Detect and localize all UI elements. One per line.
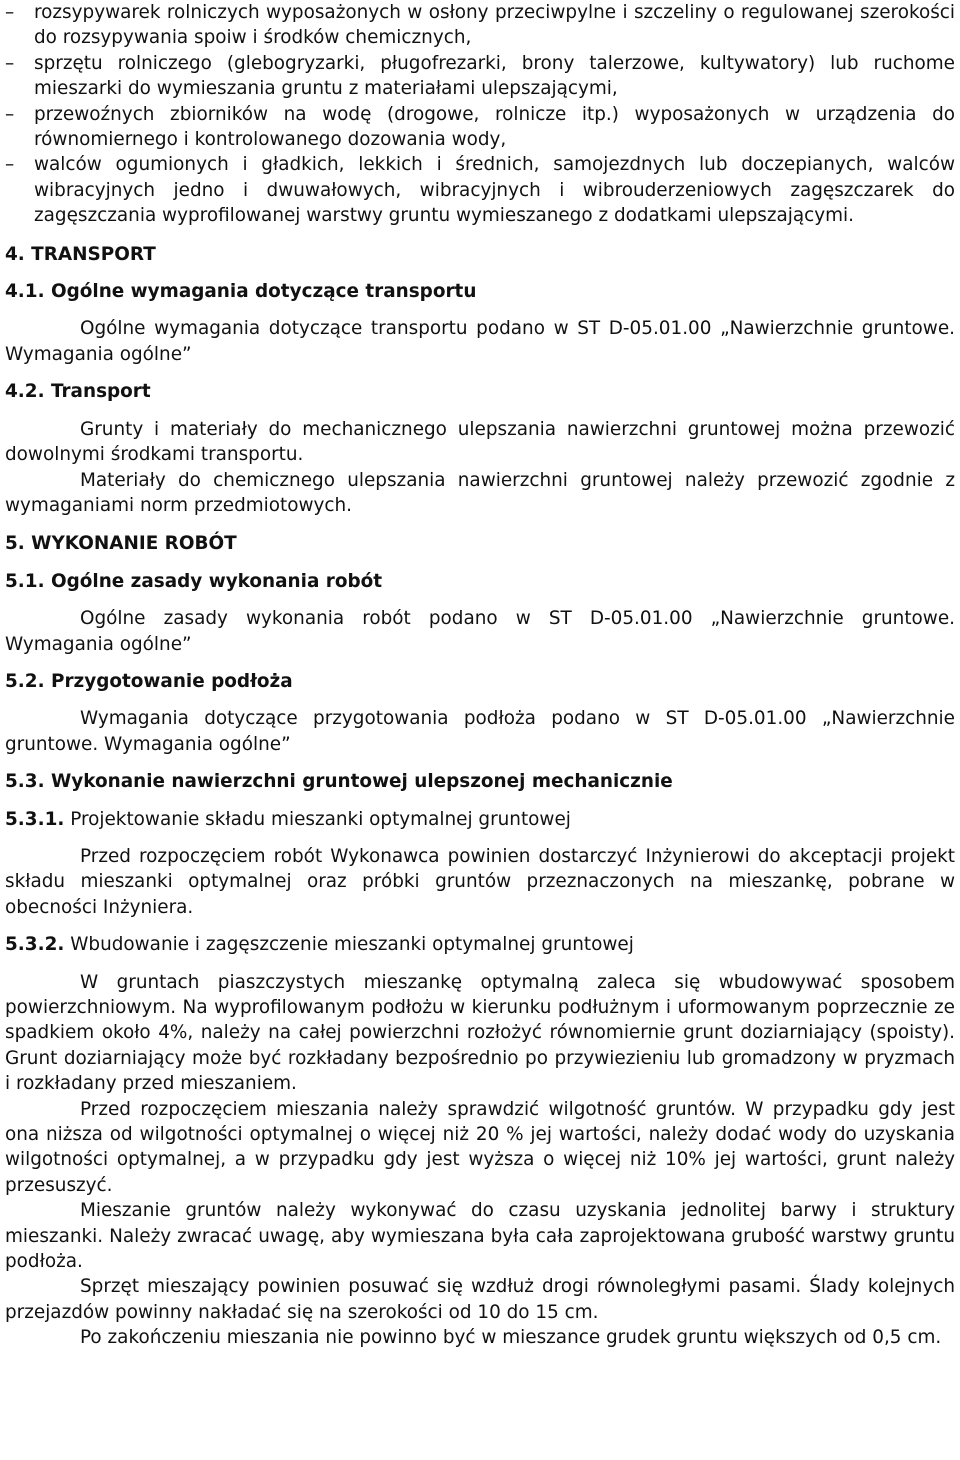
section-4-2-paragraph: Materiały do chemicznego ulepszania nawierzchni gruntowej należy przewozić zgodnie z wymaganiami norm przedmiotowych. xyxy=(5,469,955,516)
section-4-2-heading: 4.2. Transport xyxy=(5,381,151,403)
section-5-3-2-paragraph: Przed rozpoczęciem mieszania należy sprawdzić wilgotność gruntów. W przypadku gdy jest ona niższa od wilgotności optymalnej o więcej niż 20 % jej wartości, należy dodać wody do uzyskania wilgotności optymalnej, a w przypadku gdy jest wyższa o więcej niż 10% jej wartości, grunt należy przesuszyć. xyxy=(5,1098,955,1196)
dash-bullet: – xyxy=(5,2,15,23)
list-item: – przewoźnych zbiorników na wodę (drogowe, rolnicze itp.) wyposażonych w urządzenia do równomiernego i kontrolowanego dozowania wody, xyxy=(5,103,955,151)
section-5-heading: 5. WYKONANIE ROBÓT xyxy=(5,533,237,555)
section-5-3-2-paragraph: W gruntach piaszczystych mieszankę optymalną zaleca się wbudowywać sposobem powierzchniowym. Na wyprofilowanym podłożu w kierunku podłużnym i uformowanym poprzecznie ze spadkiem około 4%, należy na całej powierzchni rozłożyć równomiernie grunt doziarniający (spoisty). Grunt doziarniający może być rozkładany bezpośrednio po przywiezieniu lub gromadzony w pryzmach i rozkładany przed mieszaniem. xyxy=(5,971,955,1095)
section-5-3-2-paragraph: Po zakończeniu mieszania nie powinno być w mieszance grudek gruntu większych od 0,5 cm. xyxy=(80,1327,942,1349)
section-title: Wbudowanie i zagęszczenie mieszanki optymalnej gruntowej xyxy=(64,934,634,956)
section-4-heading: 4. TRANSPORT xyxy=(5,243,156,265)
section-number: 5.3.2. xyxy=(5,934,65,956)
section-5-2-heading: 5.2. Przygotowanie podłoża xyxy=(5,670,293,692)
list-item: – sprzętu rolniczego (glebogryzarki, pługofrezarki, brony talerzowe, kultywatory) lub ruchome mieszarki do wymieszania gruntu z materiałami ulepszającymi, xyxy=(5,52,955,100)
section-5-3-heading: 5.3. Wykonanie nawierzchni gruntowej ulepszonej mechanicznie xyxy=(5,771,673,793)
section-5-3-1-heading xyxy=(5,807,955,832)
section-5-1-heading: 5.1. Ogólne zasady wykonania robót xyxy=(5,570,383,592)
list-item: – rozsypywarek rolniczych wyposażonych w osłony przeciwpylne i szczeliny o regulowanej szerokości do rozsypywania spoiw i środków chemicznych, xyxy=(5,2,955,49)
section-4-2-paragraph: Grunty i materiały do mechanicznego ulepszania nawierzchni gruntowej można przewozić dowolnymi środkami transportu. xyxy=(5,418,955,466)
dash-bullet: – xyxy=(5,103,15,125)
section-title: Projektowanie składu mieszanki optymalnej gruntowej xyxy=(64,808,571,830)
section-5-3-2-paragraph: Mieszanie gruntów należy wykonywać do czasu uzyskania jednolitej barwy i struktury mieszanki. Należy zwracać uwagę, aby wymieszana była cała zaprojektowana grubość warstwy gruntu podłoża. xyxy=(5,1200,955,1273)
section-5-3-2-heading xyxy=(5,932,955,957)
dash-bullet: – xyxy=(5,154,15,176)
section-5-2-text: Wymagania dotyczące przygotowania podłoża podano w ST D-05.01.00 „Nawierzchnie gruntowe. Wymagania ogólne” xyxy=(5,708,955,755)
section-5-3-1-text: Przed rozpoczęciem robót Wykonawca powinien dostarczyć Inżynierowi do akceptacji projekt składu mieszanki optymalnej oraz próbki gruntów przeznaczonych na mieszankę, pobrane w obecności Inżyniera. xyxy=(5,845,955,918)
section-5-1-text: Ogólne zasady wykonania robót podano w ST D-05.01.00 „Nawierzchnie gruntowe. Wymagania ogólne” xyxy=(5,608,955,655)
list-item: – walców ogumionych i gładkich, lekkich i średnich, samojezdnych lub doczepianych, walców wibracyjnych jedno i dwuwałowych, wibracyjnych i wibrouderzeniowych zagęszczarek do zagęszczania wyprofilowanej warstwy gruntu wymieszanego z dodatkami ulepszającymi. xyxy=(5,154,955,227)
equipment-list xyxy=(5,0,955,229)
section-4-1-text: Ogólne wymagania dotyczące transportu podano w ST D-05.01.00 „Nawierzchnie gruntowe. Wymagania ogólne” xyxy=(5,318,955,365)
dash-bullet: – xyxy=(5,52,15,74)
section-5-3-2-paragraph: Sprzęt mieszający powinien posuwać się wzdłuż drogi równoległymi pasami. Ślady kolejnych przejazdów powinny nakładać się na szerokości od 10 do 15 cm. xyxy=(5,1276,955,1323)
section-4-1-heading: 4.1. Ogólne wymagania dotyczące transportu xyxy=(5,281,477,303)
section-number: 5.3.1. xyxy=(5,808,65,830)
